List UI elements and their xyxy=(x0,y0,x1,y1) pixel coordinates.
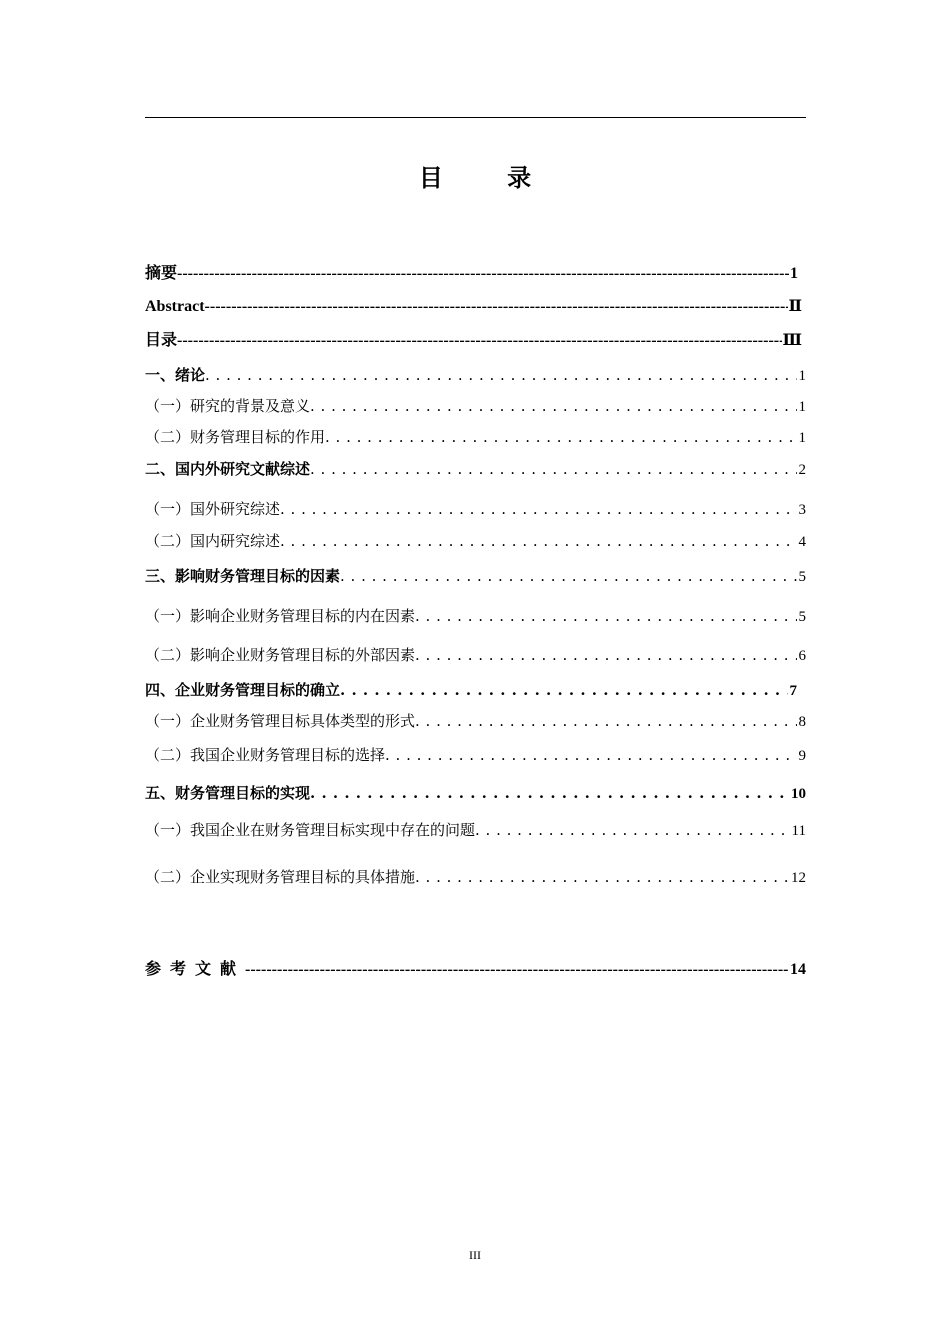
toc-page: 1 xyxy=(798,399,806,415)
toc-entry-5-2[interactable] xyxy=(145,866,806,888)
toc-leader xyxy=(310,458,796,480)
toc-leader xyxy=(325,426,796,448)
toc-entry-4-1[interactable] xyxy=(145,710,806,732)
toc-label: 参考文献 xyxy=(145,959,246,978)
toc-page: 2 xyxy=(798,462,806,478)
toc-entry-4-2[interactable] xyxy=(145,744,806,766)
toc-label: （一）研究的背景及意义 xyxy=(145,397,311,415)
toc-entry-references[interactable] xyxy=(145,958,806,980)
toc-leader xyxy=(340,679,787,701)
toc-label: 摘要 xyxy=(145,263,178,282)
toc-page: 3 xyxy=(798,502,806,518)
toc-label: （二）我国企业财务管理目标的选择 xyxy=(145,746,386,764)
toc-leader xyxy=(280,530,796,552)
toc-leader xyxy=(385,744,796,766)
toc-entry-3-1[interactable] xyxy=(145,605,806,627)
toc-page: 12 xyxy=(791,870,806,886)
toc-entry-1-2[interactable] xyxy=(145,426,806,448)
toc-page: 14 xyxy=(790,961,806,978)
toc-entry-chapter-4[interactable] xyxy=(145,679,797,701)
toc-entry-1-1[interactable] xyxy=(145,395,806,417)
toc-leader xyxy=(310,395,796,417)
toc-label: （一）国外研究综述 xyxy=(145,500,281,518)
toc-leader xyxy=(310,782,789,804)
toc-entry-3-2[interactable] xyxy=(145,644,806,666)
toc-leader xyxy=(177,330,782,351)
toc-label: 一、绪论 xyxy=(145,366,206,384)
toc-label: 五、财务管理目标的实现 xyxy=(145,784,311,802)
toc-page: 1 xyxy=(798,430,806,446)
toc-page: 1 xyxy=(798,368,806,384)
toc-page: 9 xyxy=(798,748,806,764)
toc-page: 5 xyxy=(798,609,806,625)
toc-label: 二、国内外研究文献综述 xyxy=(145,460,311,478)
toc-label: （二）企业实现财务管理目标的具体措施 xyxy=(145,868,416,886)
toc-leader xyxy=(177,263,789,284)
toc-leader xyxy=(205,296,788,318)
toc-page: 7 xyxy=(789,683,797,699)
toc-leader xyxy=(280,498,796,520)
toc-entry-chapter-1[interactable] xyxy=(145,364,806,386)
toc-page: 8 xyxy=(798,714,806,730)
page-number: III xyxy=(469,1248,481,1262)
toc-entry-chapter-2[interactable] xyxy=(145,458,806,480)
toc-page: 4 xyxy=(798,534,806,550)
toc-page: Ⅱ xyxy=(788,298,802,315)
toc-leader xyxy=(415,644,796,666)
toc-page: 10 xyxy=(791,786,806,802)
toc-label: Abstract xyxy=(145,298,205,315)
toc-label: （一）企业财务管理目标具体类型的形式 xyxy=(145,712,416,730)
toc-page: 11 xyxy=(791,823,806,839)
toc-entry-5-1[interactable] xyxy=(145,819,806,841)
toc-leader xyxy=(415,605,796,627)
toc-entry-chapter-5[interactable] xyxy=(145,782,806,804)
toc-label: （一）影响企业财务管理目标的内在因素 xyxy=(145,607,416,625)
toc-label: 三、影响财务管理目标的因素 xyxy=(145,567,341,585)
toc-entry-abstract-en[interactable] xyxy=(145,296,802,318)
toc-label: 目录 xyxy=(145,330,178,349)
toc-label: （二）影响企业财务管理目标的外部因素 xyxy=(145,646,416,664)
toc-leader xyxy=(475,819,790,841)
toc-entry-contents[interactable] xyxy=(145,329,802,351)
toc-entry-2-1[interactable] xyxy=(145,498,806,520)
toc-leader xyxy=(415,866,789,888)
toc-leader xyxy=(245,959,789,980)
toc-entry-chapter-3[interactable] xyxy=(145,565,806,587)
toc-entry-abstract-cn[interactable] xyxy=(145,262,798,284)
page-title: 目 录 xyxy=(418,164,560,192)
toc-entry-2-2[interactable] xyxy=(145,530,806,552)
toc-leader xyxy=(415,710,796,732)
toc-leader xyxy=(205,364,796,386)
toc-label: 四、企业财务管理目标的确立 xyxy=(145,681,341,699)
toc-page: 1 xyxy=(790,265,798,282)
toc-page: Ⅲ xyxy=(782,332,802,349)
toc-page: 6 xyxy=(798,648,806,664)
toc-label: （二）国内研究综述 xyxy=(145,532,281,550)
toc-page: 5 xyxy=(798,569,806,585)
toc-leader xyxy=(340,565,796,587)
toc-label: （一）我国企业在财务管理目标实现中存在的问题 xyxy=(145,821,476,839)
toc-label: （二）财务管理目标的作用 xyxy=(145,428,326,446)
